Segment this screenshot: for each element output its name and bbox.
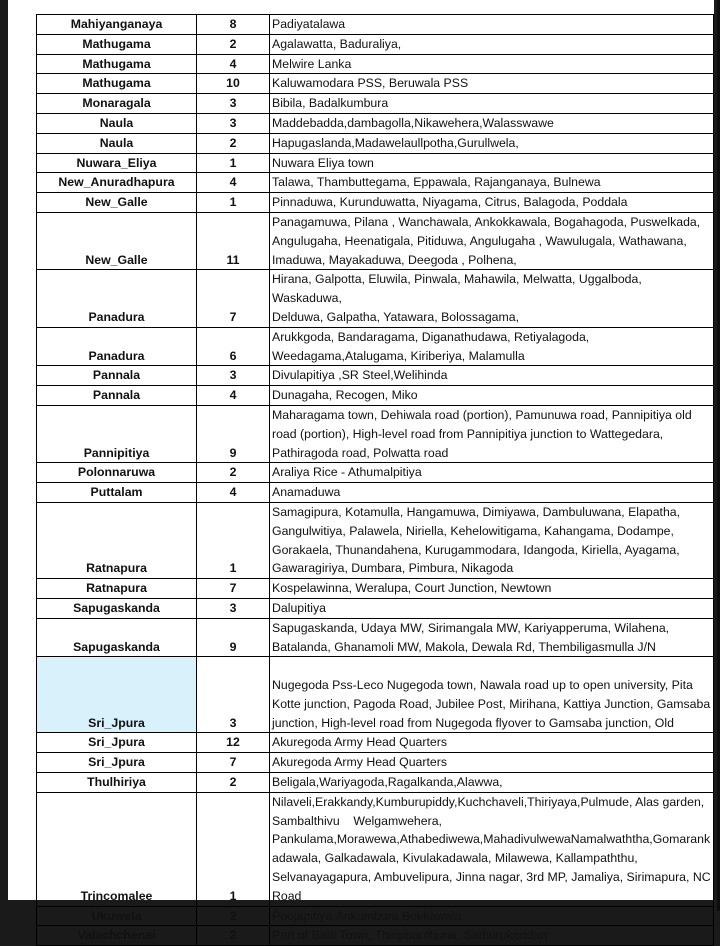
places-cell: [270, 405, 714, 462]
count-cell: 4: [197, 173, 270, 193]
area-cell: Sapugaskanda: [37, 598, 197, 618]
table-row: [37, 618, 714, 657]
places-line: Samagipura, Kotamulla, Hangamuwa, Dimiyawa, Dambuluwana, Elapatha,: [272, 504, 681, 519]
places-line: Kotte junction, Pagoda Road, Jubilee Post, Mirihana, Kattiya Junction, Gamsaba: [272, 696, 711, 711]
places-cell: [270, 906, 714, 926]
count-cell: 8: [197, 15, 270, 35]
count-cell: 4: [197, 483, 270, 503]
places-cell: [270, 657, 714, 733]
table-row: [37, 327, 714, 366]
count-cell: 4: [197, 54, 270, 74]
places-line: Poojapitiya,Ankumbura,Bokkawala: [272, 908, 462, 923]
count-cell: 3: [197, 598, 270, 618]
count-cell: 1: [197, 153, 270, 173]
places-line: Pankulama,Morawewa,Athabediwewa,MahadivulwewaNamalwaththa,Gomarank: [272, 832, 711, 847]
area-cell: New_Galle: [37, 193, 197, 213]
table-row: [37, 792, 714, 906]
area-cell: Naula: [37, 113, 197, 133]
area-cell: Sapugaskanda: [37, 618, 197, 657]
area-cell: Naula: [37, 133, 197, 153]
places-line: Sapugaskanda, Udaya MW, Sirimangala MW, Kariyapperuma, Wilahena,: [272, 620, 670, 635]
places-line: Selvanayagapura, Ambuvelipura, Jinna nagar, 3rd MP, Jamaliya, Sirimapura, NC: [272, 870, 711, 885]
area-cell: Mathugama: [37, 74, 197, 94]
places-line: Panagamuwa, Pilana , Wanchawala, Ankokkawala, Bogahagoda, Puswelkada,: [272, 214, 701, 229]
places-line: Sambalthivu Welgamwehera,: [272, 813, 442, 828]
places-cell: [270, 212, 714, 269]
table-row: [37, 366, 714, 386]
places-cell: [270, 54, 714, 74]
places-line: Padiyatalawa: [272, 17, 346, 31]
count-cell: 2: [197, 906, 270, 926]
table-row: [37, 483, 714, 503]
count-cell: 6: [197, 327, 270, 366]
table-row: [37, 598, 714, 618]
area-cell: Sri_Jpura: [37, 753, 197, 773]
places-line: road (portion), High-level road from Pannipitiya junction to Wattegedara,: [272, 426, 664, 441]
table-row: [37, 113, 714, 133]
count-cell: 9: [197, 618, 270, 657]
table-row: [37, 74, 714, 94]
places-line: Delduwa, Galpatha, Yatawara, Bolossagama,: [272, 309, 519, 324]
places-line: junction, High-level road from Nugegoda flyover to Gamsaba junction, Old: [272, 715, 674, 730]
table-row: [37, 405, 714, 462]
table-row: [37, 15, 714, 35]
places-cell: [270, 15, 714, 35]
table-row: [37, 906, 714, 926]
places-line: Araliya Rice - Athumalpitiya: [272, 465, 422, 480]
places-line: Talawa, Thambuttegama, Eppawala, Rajanganaya, Bulnewa: [272, 175, 601, 190]
area-cell: Mathugama: [37, 54, 197, 74]
table-row: [37, 153, 714, 173]
area-cell: Pannala: [37, 386, 197, 406]
places-cell: [270, 926, 714, 946]
count-cell: 4: [197, 386, 270, 406]
area-cell: New_Anuradhapura: [37, 173, 197, 193]
places-cell: [270, 483, 714, 503]
places-cell: [270, 598, 714, 618]
places-line: Kaluwamodara PSS, Beruwala PSS: [272, 76, 469, 91]
places-cell: [270, 74, 714, 94]
area-cell: Mathugama: [37, 34, 197, 54]
count-cell: 2: [197, 773, 270, 793]
places-cell: [270, 94, 714, 114]
places-line: Road: [272, 888, 302, 903]
places-line: Part of Batti Town, Thirippanthurai, Sathurukoddan: [272, 928, 548, 943]
places-cell: [270, 34, 714, 54]
places-cell: [270, 753, 714, 773]
count-cell: 1: [197, 193, 270, 213]
count-cell: 12: [197, 733, 270, 753]
table-row: [37, 270, 714, 327]
places-line: Arukkgoda, Bandaragama, Diganathudawa, Retiyalagoda,: [272, 329, 590, 344]
count-cell: 1: [197, 502, 270, 578]
outage-area-table: [36, 14, 714, 946]
places-line: Anamaduwa: [272, 485, 341, 500]
places-line: Nilaveli,Erakkandy,Kumburupiddy,Kuchchaveli,Thiriyaya,Pulmude, Alas garden,: [272, 794, 705, 809]
places-cell: [270, 579, 714, 599]
places-cell: [270, 792, 714, 906]
count-cell: 7: [197, 270, 270, 327]
table-row: [37, 34, 714, 54]
table-row: [37, 386, 714, 406]
area-cell: New_Galle: [37, 212, 197, 269]
area-cell: Panadura: [37, 270, 197, 327]
places-cell: [270, 618, 714, 657]
places-line: Maddebadda,dambagolla,Nikawehera,Walasswawe: [272, 115, 554, 130]
count-cell: 3: [197, 94, 270, 114]
places-line: Dalupitiya: [272, 600, 326, 615]
count-cell: 10: [197, 74, 270, 94]
places-cell: [270, 153, 714, 173]
count-cell: 3: [197, 366, 270, 386]
places-line: Gawaragiriya, Dumbara, Pimbura, Nikagoda: [272, 561, 514, 576]
places-line: Imaduwa, Mayakaduwa, Deegoda , Polhena,: [272, 252, 517, 267]
table-row: [37, 657, 714, 733]
count-cell: 7: [197, 579, 270, 599]
area-cell: Thulhiriya: [37, 773, 197, 793]
count-cell: 2: [197, 133, 270, 153]
area-cell: Valachchenai: [37, 926, 197, 946]
places-line: Divulapitiya ,SR Steel,Welihinda: [272, 368, 448, 383]
count-cell: 7: [197, 753, 270, 773]
table-row: [37, 173, 714, 193]
places-cell: [270, 327, 714, 366]
places-line: Beligala,Wariyagoda,Ragalkanda,Alawwa,: [272, 775, 503, 790]
area-cell: Trincomalee: [37, 792, 197, 906]
area-cell: Sri_Jpura: [37, 733, 197, 753]
area-cell: Pannala: [37, 366, 197, 386]
places-line: Nuwara Eliya town: [272, 155, 374, 170]
places-cell: [270, 386, 714, 406]
places-cell: [270, 133, 714, 153]
places-cell: [270, 173, 714, 193]
table-row: [37, 94, 714, 114]
places-line: Melwire Lanka: [272, 56, 352, 71]
count-cell: 2: [197, 926, 270, 946]
count-cell: 9: [197, 405, 270, 462]
area-cell: Polonnaruwa: [37, 463, 197, 483]
table-row: [37, 133, 714, 153]
count-cell: 3: [197, 657, 270, 733]
places-line: Akuregoda Army Head Quarters: [272, 755, 447, 770]
places-line: Agalawatta, Baduraliya,: [272, 36, 402, 51]
places-line: Pinnaduwa, Kurunduwatta, Niyagama, Citrus, Balagoda, Poddala: [272, 195, 628, 210]
places-cell: [270, 733, 714, 753]
table-row: [37, 733, 714, 753]
count-cell: 2: [197, 463, 270, 483]
places-line: Gangulwitiya, Palawela, Niriella, Kehelowitigama, Kahangama, Dodampe,: [272, 523, 674, 538]
places-line: adawala, Galkadawala, Kivulakadawala, Milawewa, Kallampaththu,: [272, 851, 638, 866]
places-line: Kospelawinna, Weralupa, Court Junction, Newtown: [272, 581, 552, 596]
area-cell: Ukuwela: [37, 906, 197, 926]
area-cell: Puttalam: [37, 483, 197, 503]
area-cell: Monaragala: [37, 94, 197, 114]
table-row: [37, 212, 714, 269]
table-row: [37, 579, 714, 599]
places-line: Bibila, Badalkumbura: [272, 96, 389, 111]
places-line: Hirana, Galpotta, Eluwila, Pinwala, Mahawila, Melwatta, Uggalboda, Waskaduwa,: [272, 272, 646, 306]
places-line: Dunagaha, Recogen, Miko: [272, 388, 418, 403]
area-cell: Pannipitiya: [37, 405, 197, 462]
places-cell: [270, 773, 714, 793]
places-cell: [270, 502, 714, 578]
table-row: [37, 753, 714, 773]
places-cell: [270, 113, 714, 133]
places-line: Akuregoda Army Head Quarters: [272, 735, 447, 750]
count-cell: 3: [197, 113, 270, 133]
count-cell: 11: [197, 212, 270, 269]
places-cell: [270, 270, 714, 327]
table-row: [37, 502, 714, 578]
places-line: Maharagama town, Dehiwala road (portion), Pamunuwa road, Pannipitiya old: [272, 407, 692, 422]
places-line: Weedagama,Atalugama, Kiriberiya, Malamulla: [272, 348, 525, 363]
places-cell: [270, 463, 714, 483]
places-line: Hapugaslanda,Madawelaullpotha,Gurullwela,: [272, 135, 519, 150]
count-cell: 1: [197, 792, 270, 906]
places-cell: [270, 193, 714, 213]
area-cell: Mahiyanganaya: [37, 15, 197, 35]
places-line: Gorakaela, Thunandahena, Kurugammodara, Idangoda, Kiriella, Ayagama,: [272, 542, 680, 557]
table-row: [37, 463, 714, 483]
places-line: Batalanda, Ghanamoli MW, Makola, Dewala Rd, Thembiligasmulla J/N: [272, 639, 656, 654]
table-row: [37, 926, 714, 946]
table-row: [37, 54, 714, 74]
area-cell: Sri_Jpura: [37, 657, 197, 733]
area-cell: Ratnapura: [37, 579, 197, 599]
area-cell: Nuwara_Eliya: [37, 153, 197, 173]
area-cell: Panadura: [37, 327, 197, 366]
table-row: [37, 773, 714, 793]
places-cell: [270, 366, 714, 386]
area-cell: Ratnapura: [37, 502, 197, 578]
places-line: Angulugaha, Heenatigala, Pitiduwa, Angulugaha , Wawulugala, Wathawana,: [272, 233, 687, 248]
spreadsheet-page: [8, 0, 714, 943]
places-line: Nugegoda Pss-Leco Nugegoda town, Nawala road up to open university, Pita: [272, 678, 693, 693]
places-line: Pathiragoda road, Polwatta road: [272, 445, 449, 460]
table-row: [37, 193, 714, 213]
count-cell: 2: [197, 34, 270, 54]
